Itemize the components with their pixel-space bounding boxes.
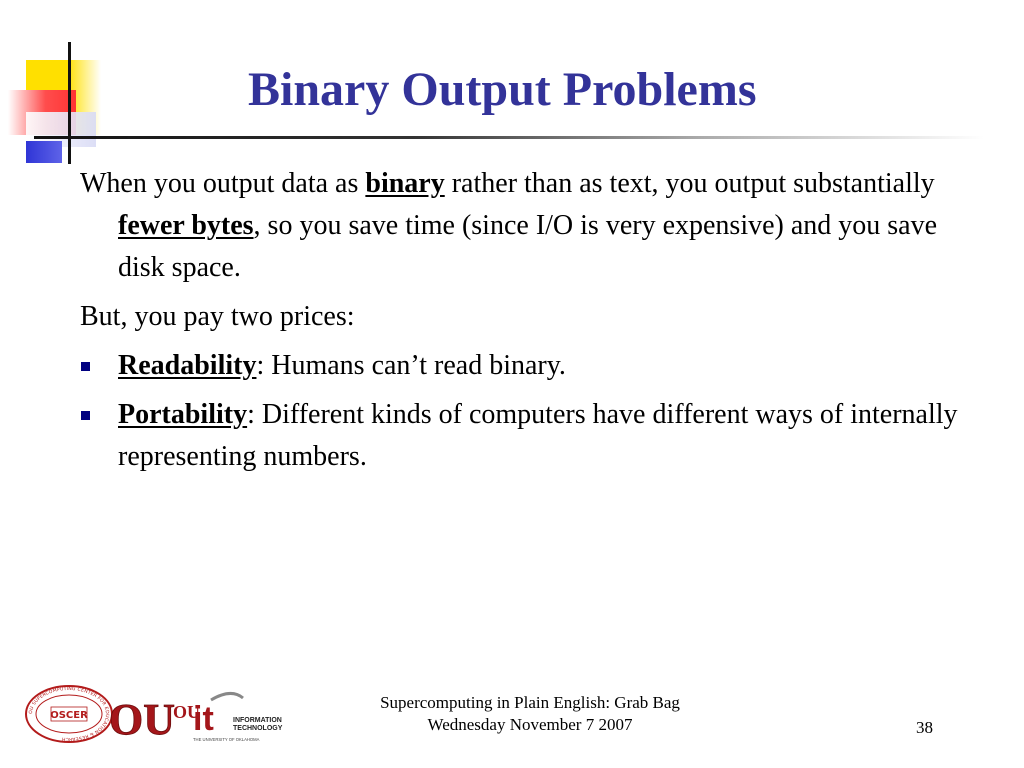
oscer-wordmark: OSCER: [50, 710, 88, 721]
slide-body: [80, 163, 960, 485]
emphasis-binary: binary: [365, 168, 445, 199]
bullet-text: : Different kinds of computers have different ways of internally representing numbers.: [118, 399, 958, 472]
footer-caption: [300, 692, 760, 736]
bullet-text: : Humans can’t read binary.: [256, 350, 566, 381]
intro-text-c: , so you save time (since I/O is very expensive) and you save disk space.: [118, 210, 938, 283]
oscer-logo: [24, 684, 114, 744]
intro-text-b: rather than as text, you output substantially: [444, 168, 935, 199]
ou-logo: [109, 686, 175, 746]
square-bullet-icon: [81, 362, 90, 371]
bullet-term: Readability: [118, 350, 257, 381]
emphasis-fewer-bytes: fewer bytes: [118, 210, 254, 241]
footer-course-title: Supercomputing in Plain English: Grab Bag: [380, 693, 680, 712]
footer-date: Wednesday November 7 2007: [427, 715, 633, 734]
oscer-ring-text: OU SUPERCOMPUTING CENTER FOR EDUCATION & RESEARCH: [28, 686, 110, 742]
information-technology-logo: [171, 686, 289, 746]
page-number: 38: [916, 718, 933, 737]
decor-vertical-line: [68, 42, 71, 164]
it-wordmark: it: [193, 700, 214, 738]
paragraph-binary-intro: [80, 163, 960, 289]
title-underline-rule: [34, 136, 984, 139]
it-line-information: INFORMATION: [233, 717, 282, 724]
ou-monogram: OU: [109, 695, 175, 744]
paragraph-two-prices: But, you pay two prices:: [80, 301, 355, 332]
intro-text-a: When you output data as: [80, 168, 366, 199]
decor-blue-square: [26, 141, 62, 163]
it-line-university: THE UNIVERSITY OF OKLAHOMA: [193, 737, 260, 742]
square-bullet-icon: [81, 411, 90, 420]
bullet-term: Portability: [118, 399, 248, 430]
bullet-portability: [80, 394, 960, 478]
slide-title: Binary Output Problems: [248, 63, 757, 116]
bullet-readability: [80, 345, 960, 387]
it-ou-mark: OU: [173, 702, 200, 722]
it-line-technology: TECHNOLOGY: [233, 725, 283, 732]
